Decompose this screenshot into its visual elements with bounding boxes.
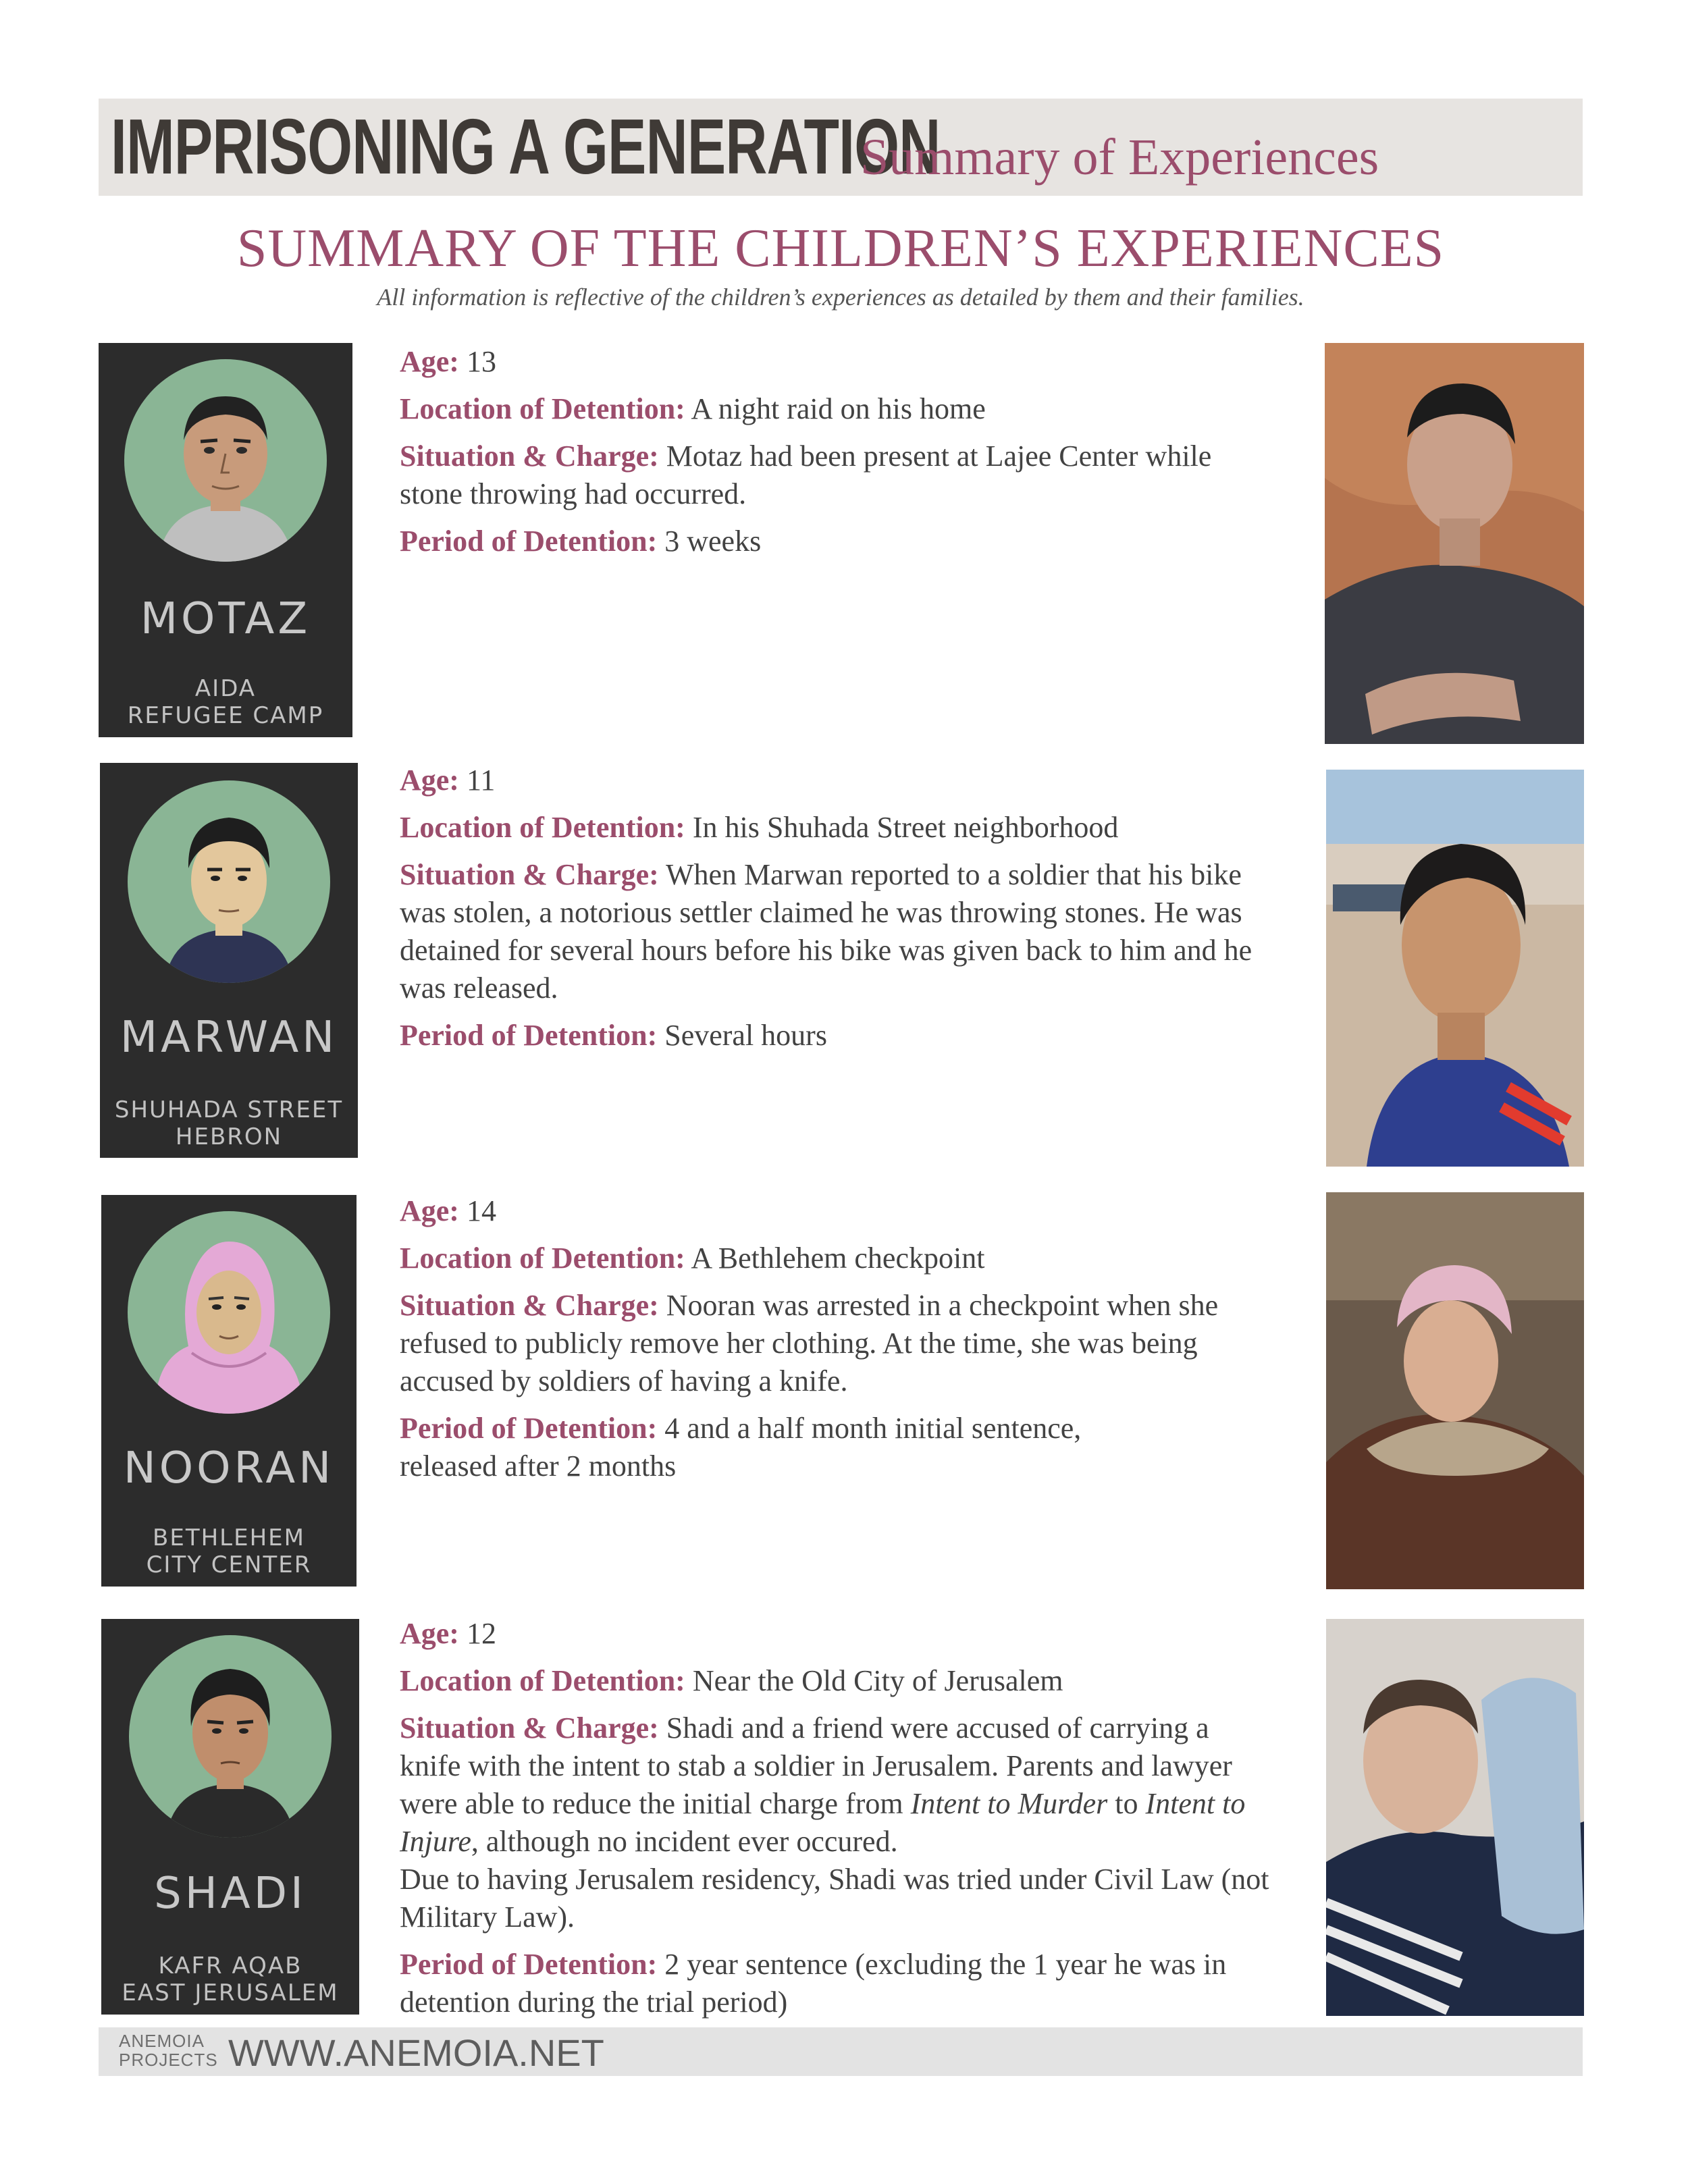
situation-text-b: to — [1107, 1787, 1146, 1820]
header-banner — [99, 99, 1583, 196]
child-place — [101, 1524, 357, 1578]
situation-label: Situation & Charge: — [400, 858, 659, 891]
page-note: All information is reflective of the children’s experiences as detailed by them and their families. — [377, 284, 1304, 311]
situation-value: Nooran was arrested in a checkpoint when she refused to publicly remove her clothing. At the time, she was being accused by soldiers of having a knife. — [400, 1289, 1219, 1397]
place-line-2: EAST JERUSALEM — [122, 1979, 339, 2006]
place-line-1: KAFR AQAB — [158, 1952, 302, 1979]
period-value: 3 weeks — [664, 525, 762, 558]
child-name: MARWAN — [120, 1013, 338, 1063]
location-value: A Bethlehem checkpoint — [691, 1242, 985, 1275]
age-label: Age: — [400, 345, 459, 378]
child-place — [99, 675, 352, 729]
logo-line-2: PROJECTS — [119, 2050, 218, 2070]
location-value: Near the Old City of Jerusalem — [692, 1664, 1063, 1697]
child-place — [100, 1096, 358, 1150]
age-value: 11 — [466, 764, 496, 797]
place-line-1: AIDA — [194, 675, 257, 702]
child-name: SHADI — [154, 1869, 307, 1919]
age-label: Age: — [400, 1617, 459, 1650]
anemoia-logo — [119, 2031, 218, 2069]
location-label: Location of Detention: — [400, 811, 685, 844]
child-place — [101, 1952, 359, 2006]
place-line-1: SHUHADA STREET — [114, 1096, 344, 1123]
situation-label: Situation & Charge: — [400, 440, 659, 473]
child-photo-motaz — [1325, 343, 1584, 744]
brand-title: IMPRISONING A GENERATION — [111, 103, 941, 190]
child-info-motaz — [400, 343, 1291, 570]
age-label: Age: — [400, 764, 459, 797]
child-info-shadi — [400, 1615, 1291, 2031]
logo-line-1: ANEMOIA — [119, 2031, 205, 2051]
child-photo-shadi — [1326, 1619, 1584, 2016]
boy-portrait-icon — [124, 359, 327, 562]
location-label: Location of Detention: — [400, 1242, 685, 1275]
period-label: Period of Detention: — [400, 525, 658, 558]
age-value: 13 — [466, 345, 496, 378]
place-line-1: BETHLEHEM — [153, 1524, 305, 1551]
charge-intent-injure: Intent to Injure — [400, 1787, 1246, 1858]
photo-image — [1326, 1619, 1584, 2016]
child-card-motaz — [99, 343, 352, 737]
child-card-shadi — [101, 1619, 359, 2015]
situation-label: Situation & Charge: — [400, 1289, 659, 1322]
page-title: SUMMARY OF THE CHILDREN’S EXPERIENCES — [236, 219, 1445, 278]
avatar-illustration — [128, 780, 330, 983]
charge-intent-murder: Intent to Murder — [910, 1787, 1108, 1820]
photo-image — [1326, 1192, 1584, 1589]
child-info-nooran — [400, 1192, 1291, 1495]
situation-value: Motaz had been present at Lajee Center while stone throwing had occurred. — [400, 440, 1212, 510]
photo-image — [1326, 770, 1584, 1167]
situation-value: When Marwan reported to a soldier that his bike was stolen, a notorious settler claimed he was throwing stones. He was detained for several hours before his bike was given back to him and he was released. — [400, 858, 1252, 1005]
website-link[interactable]: WWW.ANEMOIA.NET — [228, 2031, 604, 2074]
avatar-illustration — [124, 359, 327, 562]
child-info-marwan — [400, 762, 1291, 1064]
boy-portrait-icon — [129, 1635, 332, 1838]
period-label: Period of Detention: — [400, 1412, 658, 1445]
age-value: 12 — [466, 1617, 496, 1650]
header-subtitle: Summary of Experiences — [860, 129, 1379, 186]
period-value: Several hours — [664, 1019, 827, 1052]
child-photo-nooran — [1326, 1192, 1584, 1589]
situation-text-d: Due to having Jerusalem residency, Shadi was tried under Civil Law (not Military Law). — [400, 1863, 1269, 1934]
child-photo-marwan — [1326, 770, 1584, 1167]
child-name: NOORAN — [123, 1443, 335, 1493]
age-value: 14 — [466, 1194, 496, 1227]
photo-image — [1325, 343, 1584, 744]
situation-label: Situation & Charge: — [400, 1711, 659, 1744]
girl-portrait-icon — [128, 1211, 330, 1414]
period-value: 2 year sentence (excluding the 1 year he was in detention during the trial period) — [400, 1948, 1227, 2019]
age-label: Age: — [400, 1194, 459, 1227]
child-name: MOTAZ — [140, 594, 311, 644]
boy-portrait-icon — [128, 780, 330, 983]
place-line-2: REFUGEE CAMP — [127, 702, 324, 729]
avatar-illustration — [128, 1211, 330, 1414]
avatar-illustration — [129, 1635, 332, 1838]
location-label: Location of Detention: — [400, 392, 685, 425]
period-label: Period of Detention: — [400, 1019, 658, 1052]
child-card-nooran — [101, 1195, 357, 1587]
location-value: A night raid on his home — [691, 392, 986, 425]
situation-text-a: Shadi and a friend were accused of carrying a knife with the intent to stab a soldier in Jerusalem. Parents and lawyer were able to reduce the initial charge from — [400, 1711, 1232, 1820]
period-label: Period of Detention: — [400, 1948, 658, 1981]
period-value: 4 and a half month initial sentence, released after 2 months — [400, 1412, 1082, 1483]
place-line-2: HEBRON — [175, 1123, 283, 1150]
child-card-marwan — [100, 763, 358, 1158]
footer-bar — [99, 2027, 1583, 2076]
situation-text-c: , although no incident ever occured. — [471, 1825, 898, 1858]
location-label: Location of Detention: — [400, 1664, 685, 1697]
place-line-2: CITY CENTER — [146, 1551, 312, 1578]
location-value: In his Shuhada Street neighborhood — [692, 811, 1119, 844]
